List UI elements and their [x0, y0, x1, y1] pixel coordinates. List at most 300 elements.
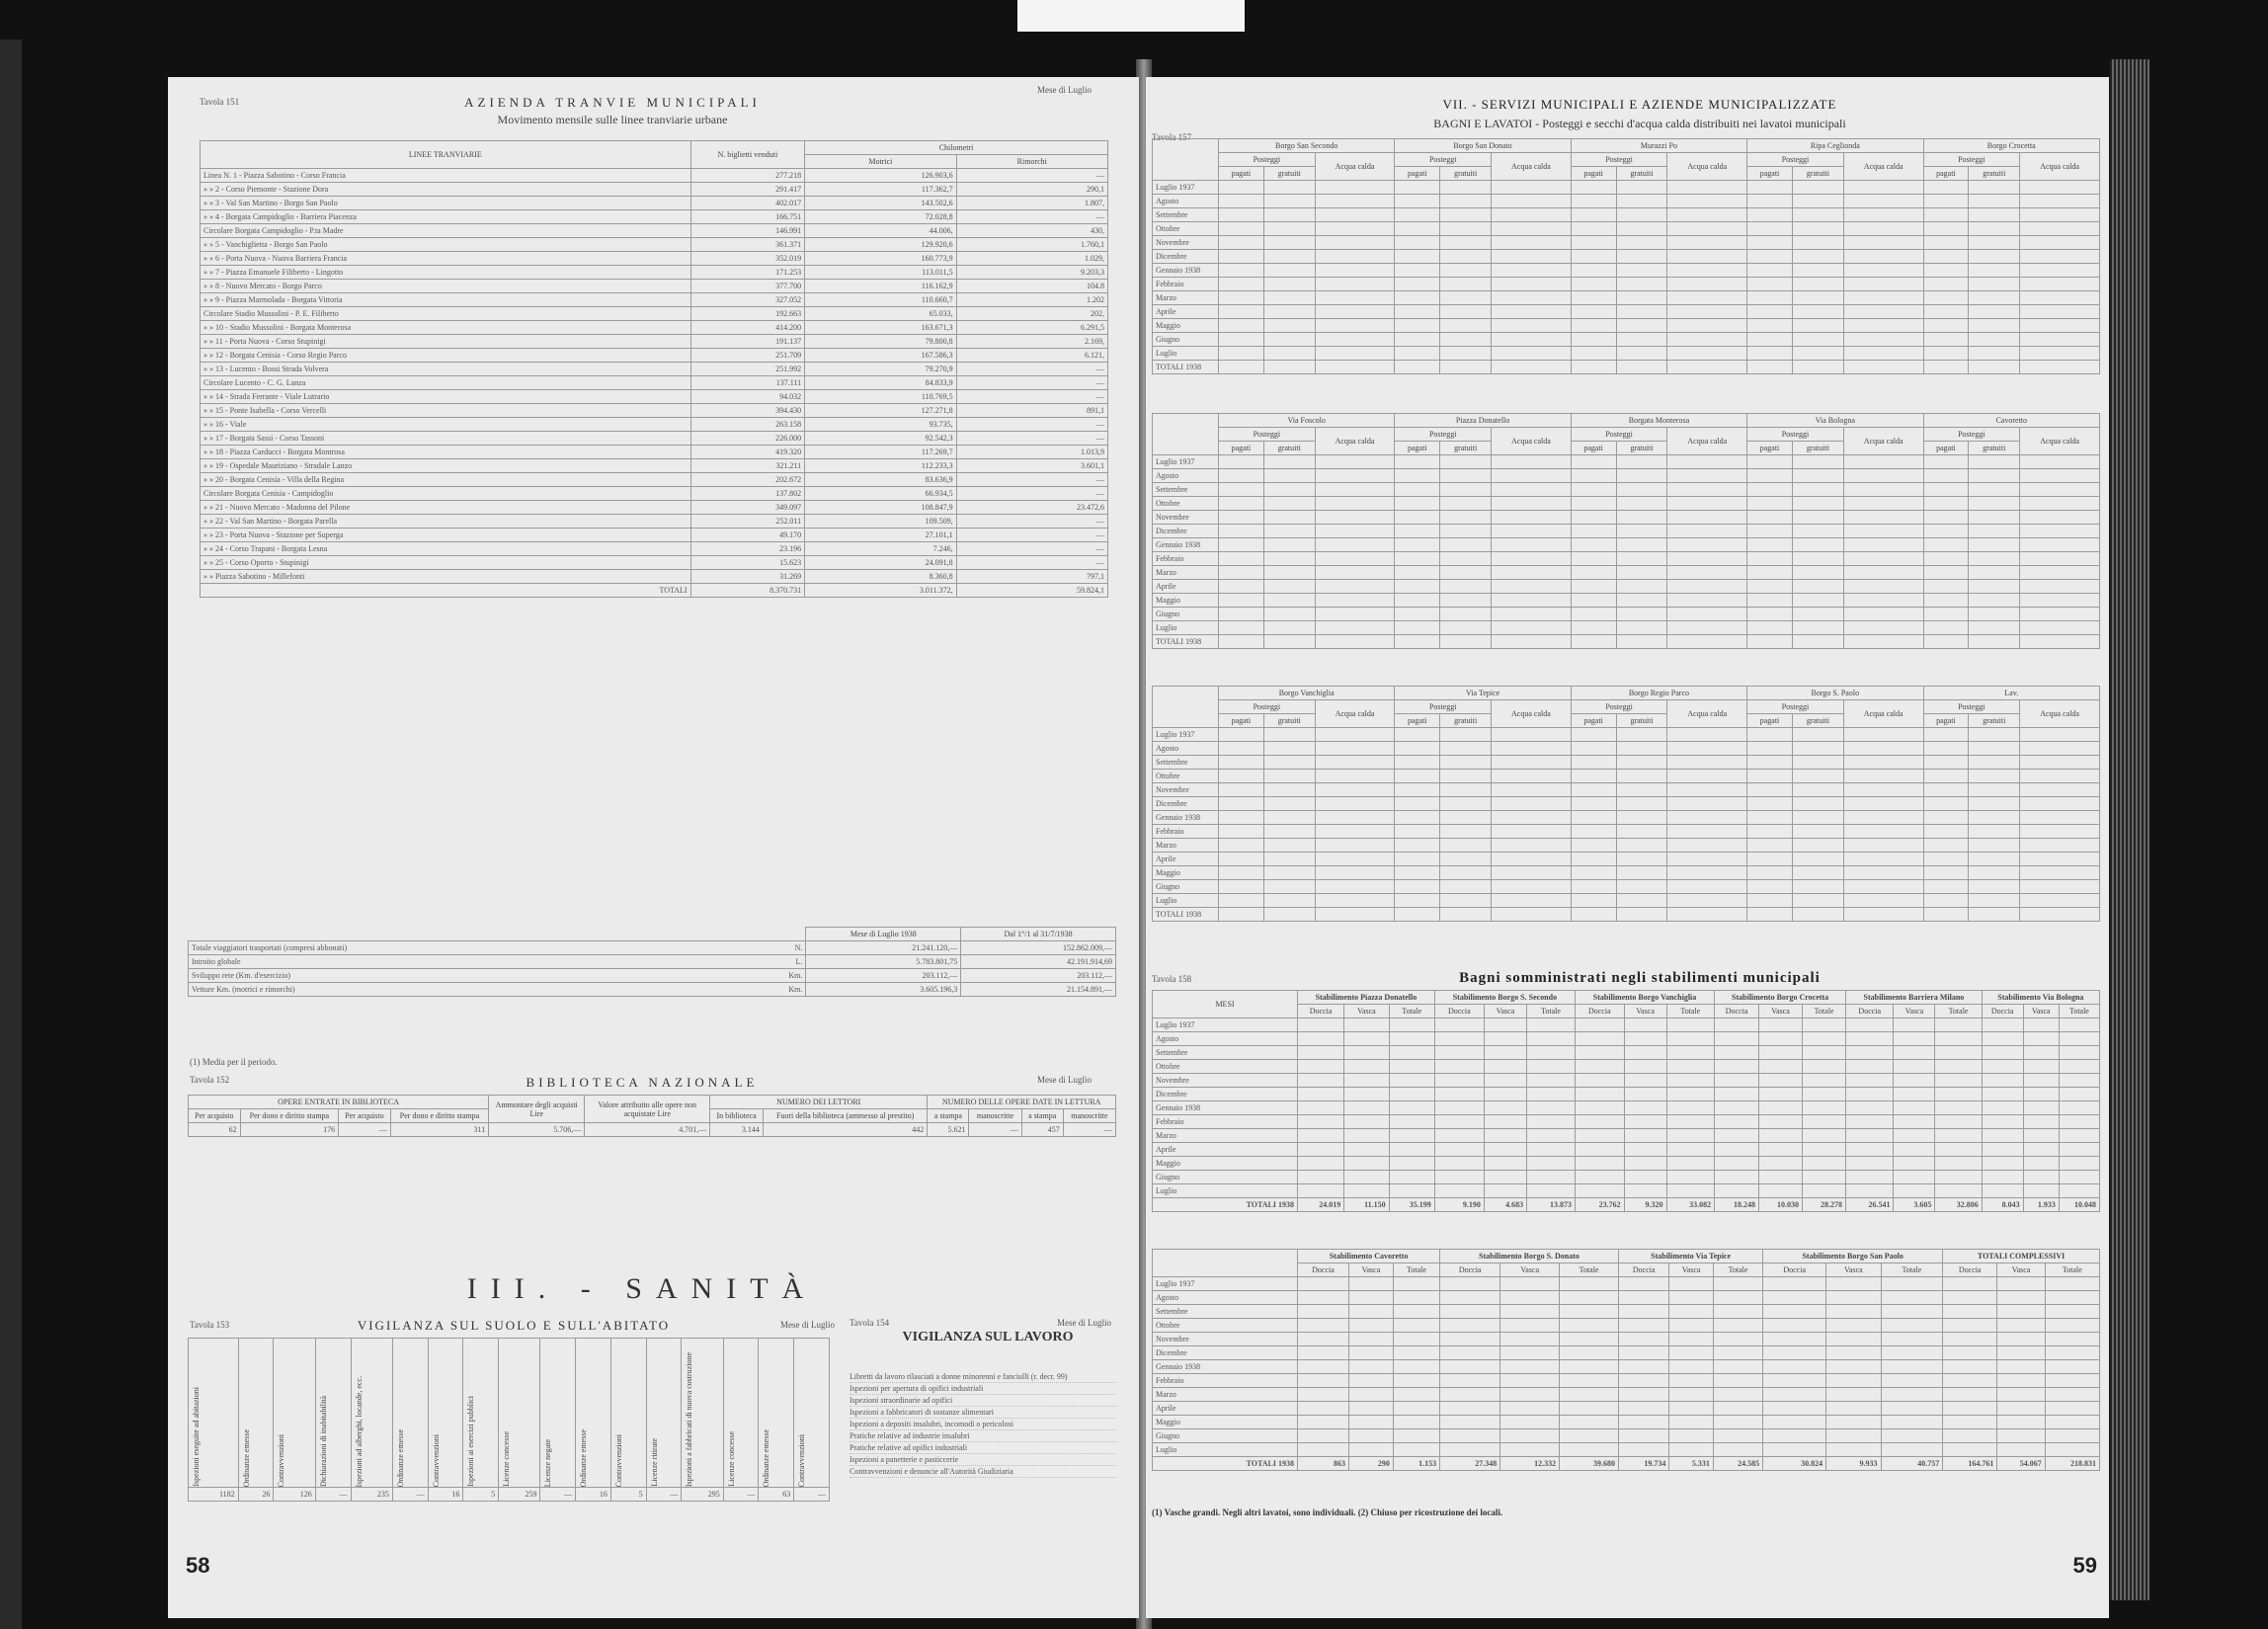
table-ref: Tavola 151 — [200, 97, 240, 107]
sub-col: Vasca — [1894, 1005, 1935, 1018]
line-tickets: 321.211 — [690, 459, 805, 473]
line-name: » » 19 - Ospedale Mauriziano - Stradale Lanzo — [201, 459, 691, 473]
vig-col-label: Contravvenzioni — [613, 1433, 623, 1487]
totals-row — [1153, 908, 2100, 922]
line-tickets: 394.430 — [690, 404, 805, 418]
lavatoio-name: Borgo S. Paolo — [1747, 687, 1923, 700]
total-value: 9.933 — [1826, 1457, 1881, 1471]
line-rimorchi: 3.601,1 — [956, 459, 1107, 473]
month-label: Aprile — [1153, 305, 1219, 319]
vig-col-label: Licenze ritirate — [649, 1438, 659, 1487]
line-name: » » 23 - Porta Nuova - Stazione per Superga — [201, 529, 691, 542]
col-pagati: pagati — [1571, 442, 1616, 455]
line-rimorchi: — — [956, 542, 1107, 556]
month-row — [1153, 608, 2100, 621]
biblio-h3: NUMERO DEI LETTORI — [710, 1096, 928, 1109]
col-pagati: pagati — [1219, 167, 1264, 181]
col-acqua: Acqua calda — [2020, 700, 2100, 728]
col-posteggi: Posteggi — [1395, 428, 1492, 442]
table-row — [201, 321, 1108, 335]
vig-col-head — [351, 1339, 392, 1488]
month-label: Giugno — [1153, 1171, 1298, 1184]
lav-month: Mese di Luglio — [1057, 1318, 1111, 1328]
total-value: 12.332 — [1500, 1457, 1560, 1471]
vig-value: 63 — [759, 1488, 794, 1502]
line-tickets: 349.097 — [690, 501, 805, 515]
line-name: » » 12 - Borgata Cenisia - Corso Regio Parco — [201, 349, 691, 363]
total-value: 8.043 — [1982, 1198, 2023, 1212]
line-motrici: 129.920,6 — [805, 238, 956, 252]
line-tickets: 327.052 — [690, 293, 805, 307]
col-gratuiti: gratuiti — [1616, 714, 1667, 728]
total-value: 3.605 — [1894, 1198, 1935, 1212]
month-row — [1153, 1157, 2100, 1171]
totals-row — [1153, 361, 2100, 374]
table-ref-right: Tavola 157 — [1152, 132, 1192, 142]
bagni-footnote: (1) Vasche grandi. Negli altri lavatoi, sono individuali. (2) Chiuso per ricostruzione dei locali. — [1152, 1507, 1503, 1517]
month-label: Marzo — [1153, 291, 1219, 305]
table-subtitle: Movimento mensile sulle linee tranviarie urbane — [497, 113, 728, 126]
line-rimorchi: 6.121, — [956, 349, 1107, 363]
month-label: Luglio — [1153, 621, 1219, 635]
total-value: 1.153 — [1393, 1457, 1439, 1471]
month-label: Mese di Luglio — [1037, 85, 1092, 95]
month-row — [1153, 538, 2100, 552]
sub-col: Vasca — [1624, 1005, 1666, 1018]
summary-row — [189, 983, 1116, 997]
month-label: Marzo — [1153, 566, 1219, 580]
line-motrici: 92.542,3 — [805, 432, 956, 446]
bagni-table-2 — [1152, 1249, 2100, 1471]
table-row — [201, 404, 1108, 418]
month-label: Dicembre — [1153, 1346, 1298, 1360]
month-row — [1153, 621, 2100, 635]
sub-col: Vasca — [1997, 1263, 2045, 1277]
table-row — [201, 446, 1108, 459]
line-rimorchi: 1.013,9 — [956, 446, 1107, 459]
table-row — [201, 349, 1108, 363]
line-motrici: 126.903,6 — [805, 169, 956, 183]
sub-col: Totale — [2045, 1263, 2099, 1277]
month-label: Gennaio 1938 — [1153, 1101, 1298, 1115]
month-label: Dicembre — [1153, 797, 1219, 811]
month-label: Maggio — [1153, 1157, 1298, 1171]
month-row — [1153, 1129, 2100, 1143]
month-row — [1153, 1074, 2100, 1088]
month-label: Gennaio 1938 — [1153, 1360, 1298, 1374]
total-value: 9.190 — [1434, 1198, 1484, 1212]
biblio-month: Mese di Luglio — [1037, 1075, 1092, 1085]
line-motrici: 117.362,7 — [805, 183, 956, 197]
month-row — [1153, 1032, 2100, 1046]
month-row — [1153, 511, 2100, 525]
line-tickets: 361.371 — [690, 238, 805, 252]
line-tickets: 291.417 — [690, 183, 805, 197]
month-row — [1153, 770, 2100, 783]
month-row — [1153, 742, 2100, 756]
page-number-left: 58 — [186, 1553, 210, 1578]
lav-item: Ispezioni a fabbricatori di sostanze alimentari — [850, 1407, 1116, 1419]
total-value: 39.680 — [1560, 1457, 1619, 1471]
sub-col: Vasca — [1484, 1005, 1526, 1018]
vig-col-label: Ispezioni eseguite ad abitazioni — [192, 1387, 201, 1487]
month-row — [1153, 222, 2100, 236]
biblio-value: 457 — [1021, 1123, 1063, 1137]
table-row — [201, 266, 1108, 280]
vig-col-head — [759, 1339, 794, 1488]
sub-col: Doccia — [1440, 1263, 1500, 1277]
line-name: » » 10 - Stadio Mussolini - Borgata Monterosa — [201, 321, 691, 335]
line-motrici: 8.360,8 — [805, 570, 956, 584]
month-label: Aprile — [1153, 853, 1219, 866]
vig-value: 126 — [274, 1488, 315, 1502]
month-label: Novembre — [1153, 1074, 1298, 1088]
vig-col-head — [610, 1339, 646, 1488]
line-tickets: 414.200 — [690, 321, 805, 335]
col-posteggi: Posteggi — [1747, 153, 1844, 167]
month-label: Giugno — [1153, 880, 1219, 894]
month-row — [1153, 1402, 2100, 1416]
month-label: Marzo — [1153, 1129, 1298, 1143]
sub-col: Doccia — [1619, 1263, 1669, 1277]
line-motrici: 93.735, — [805, 418, 956, 432]
line-rimorchi: 6.291,5 — [956, 321, 1107, 335]
line-name: » » 4 - Borgata Campidoglio - Barriera Piacenza — [201, 210, 691, 224]
line-tickets: 192.663 — [690, 307, 805, 321]
vigilanza-table — [188, 1338, 830, 1502]
month-row — [1153, 1115, 2100, 1129]
biblio-value: 3.144 — [710, 1123, 764, 1137]
month-label: Luglio 1937 — [1153, 181, 1219, 195]
summary-head-month: Mese di Luglio 1938 — [806, 928, 961, 941]
summary-month: 21.241.120,— — [806, 941, 961, 955]
month-label: Novembre — [1153, 1333, 1298, 1346]
sub-col: Totale — [1713, 1263, 1762, 1277]
table-row — [201, 183, 1108, 197]
col-acqua: Acqua calda — [1315, 428, 1395, 455]
total-value: 10.030 — [1759, 1198, 1803, 1212]
biblio-value: 4.701,— — [585, 1123, 710, 1137]
month-label: Luglio — [1153, 894, 1219, 908]
line-name: » » 7 - Piazza Emanuele Filiberto - Lingotto — [201, 266, 691, 280]
right-page — [1146, 77, 2109, 1618]
sub-col: Totale — [1803, 1005, 1846, 1018]
month-label: Agosto — [1153, 1291, 1298, 1305]
month-row — [1153, 1333, 2100, 1346]
line-name: Circolare Borgata Campidoglio - P.ta Madre — [201, 224, 691, 238]
month-row — [1153, 1060, 2100, 1074]
month-row — [1153, 1429, 2100, 1443]
section-title: BAGNI E LAVATOI - Posteggi e secchi d'acqua calda distribuiti nei lavatoi municipali — [1433, 117, 1846, 130]
col-rimorchi: Rimorchi — [956, 155, 1107, 169]
month-row — [1153, 181, 2100, 195]
col-pagati: pagati — [1219, 714, 1264, 728]
vig-col-label: Ordinanze emesse — [579, 1428, 589, 1487]
stabilimento-name: Stabilimento Borgo S. Secondo — [1434, 991, 1575, 1005]
col-acqua: Acqua calda — [1667, 428, 1747, 455]
col-gratuiti: gratuiti — [1616, 442, 1667, 455]
table-row — [201, 169, 1108, 183]
biblio-subhead: Per dono e diritto stampa — [390, 1109, 488, 1123]
biblio-value: 311 — [390, 1123, 488, 1137]
line-rimorchi: — — [956, 390, 1107, 404]
month-row — [1153, 1305, 2100, 1319]
month-row — [1153, 1018, 2100, 1032]
summary-unit: Km. — [788, 985, 803, 994]
total-value: 19.734 — [1619, 1457, 1669, 1471]
line-rimorchi: — — [956, 432, 1107, 446]
table-row — [201, 238, 1108, 252]
line-tickets: 23.196 — [690, 542, 805, 556]
lavatoio-name: Via Bologna — [1747, 414, 1923, 428]
total-value: 32.806 — [1935, 1198, 1982, 1212]
month-label: Settembre — [1153, 756, 1219, 770]
total-value: 218.831 — [2045, 1457, 2099, 1471]
line-motrici: 65.033, — [805, 307, 956, 321]
line-rimorchi: 891,1 — [956, 404, 1107, 418]
month-row — [1153, 250, 2100, 264]
totals-rimorchi: 59.824,1 — [956, 584, 1107, 598]
table-row — [201, 293, 1108, 307]
line-name: Circolare Stadio Mussolini - P. E. Filiberto — [201, 307, 691, 321]
table-row — [201, 280, 1108, 293]
month-label: Ottobre — [1153, 497, 1219, 511]
line-motrici: 84.833,9 — [805, 376, 956, 390]
col-posteggi: Posteggi — [1395, 700, 1492, 714]
vig-col-head — [274, 1339, 315, 1488]
month-row — [1153, 264, 2100, 278]
total-value: 10.048 — [2059, 1198, 2099, 1212]
line-motrici: 116.162,9 — [805, 280, 956, 293]
sub-col: Doccia — [1434, 1005, 1484, 1018]
vig-col-head — [315, 1339, 351, 1488]
month-row — [1153, 236, 2100, 250]
sub-col: Vasca — [2023, 1005, 2059, 1018]
line-tickets: 352.019 — [690, 252, 805, 266]
month-row — [1153, 305, 2100, 319]
col-posteggi: Posteggi — [1747, 428, 1844, 442]
line-name: » » 5 - Vanchiglietta - Borgo San Paolo — [201, 238, 691, 252]
line-rimorchi: — — [956, 487, 1107, 501]
totals-label: TOTALI 1938 — [1153, 635, 1219, 649]
month-row — [1153, 839, 2100, 853]
vig-value: — — [540, 1488, 576, 1502]
vig-value: 1182 — [189, 1488, 239, 1502]
month-row — [1153, 1277, 2100, 1291]
sub-col: Vasca — [1500, 1263, 1560, 1277]
vig-value: — — [646, 1488, 682, 1502]
totals-row — [1153, 635, 2100, 649]
lavatoio-name: Murazzi Po — [1571, 139, 1746, 153]
line-rimorchi: — — [956, 210, 1107, 224]
line-motrici: 167.586,3 — [805, 349, 956, 363]
line-name: » » 2 - Corso Piemonte - Stazione Dora — [201, 183, 691, 197]
totals-label: TOTALI — [201, 584, 691, 598]
sub-col: Doccia — [1763, 1263, 1826, 1277]
line-motrici: 110.769,5 — [805, 390, 956, 404]
summary-month: 203.112,— — [806, 969, 961, 983]
table-row — [201, 501, 1108, 515]
sub-col: Vasca — [1826, 1263, 1881, 1277]
totals-tickets: 8.370.731 — [690, 584, 805, 598]
col-acqua: Acqua calda — [1667, 700, 1747, 728]
lav-item: Ispezioni per apertura di opifici industriali — [850, 1383, 1116, 1395]
stabilimento-name: TOTALI COMPLESSIVI — [1943, 1250, 2100, 1263]
tram-summary-table — [188, 927, 1116, 997]
total-value: 27.348 — [1440, 1457, 1500, 1471]
line-name: » » 13 - Lucento - Bossi Strada Volvera — [201, 363, 691, 376]
summary-head-period: Dal 1°/1 al 31/7/1938 — [961, 928, 1116, 941]
summary-period: 203.112,— — [961, 969, 1116, 983]
table-title: AZIENDA TRANVIE MUNICIPALI — [464, 95, 761, 110]
col-posteggi: Posteggi — [1923, 428, 2020, 442]
vig-value: 16 — [576, 1488, 611, 1502]
month-row — [1153, 1319, 2100, 1333]
month-row — [1153, 483, 2100, 497]
line-motrici: 79.270,9 — [805, 363, 956, 376]
line-rimorchi: — — [956, 169, 1107, 183]
col-gratuiti: gratuiti — [1616, 167, 1667, 181]
lavatoio-name: Borgo Crocetta — [1923, 139, 2100, 153]
col-gratuiti: gratuiti — [1969, 167, 2020, 181]
month-row — [1153, 195, 2100, 208]
month-row — [1153, 291, 2100, 305]
biblio-subhead: a stampa — [1021, 1109, 1063, 1123]
month-label: Luglio 1937 — [1153, 455, 1219, 469]
line-tickets: 31.269 — [690, 570, 805, 584]
lavatoio-name: Borgo Vanchiglia — [1219, 687, 1395, 700]
total-value: 11.150 — [1344, 1198, 1389, 1212]
vig-col-label: Ordinanze emesse — [762, 1428, 771, 1487]
month-row — [1153, 1046, 2100, 1060]
total-value: 35.199 — [1389, 1198, 1434, 1212]
chapter-title: VII. - SERVIZI MUNICIPALI E AZIENDE MUNICIPALIZZATE — [1442, 97, 1837, 112]
sub-col: Totale — [1666, 1005, 1715, 1018]
line-name: » » 6 - Porta Nuova - Nuova Barriera Francia — [201, 252, 691, 266]
summary-row — [189, 955, 1116, 969]
lav-item: Ispezioni a panetterie e pasticcerie — [850, 1454, 1116, 1466]
vig-col-head — [646, 1339, 682, 1488]
total-value: 1.933 — [2023, 1198, 2059, 1212]
month-label: Luglio 1937 — [1153, 728, 1219, 742]
line-motrici: 112.233,3 — [805, 459, 956, 473]
biblio-subhead: Per acquisto — [189, 1109, 241, 1123]
col-pagati: pagati — [1923, 442, 1969, 455]
month-label: Aprile — [1153, 1402, 1298, 1416]
vig-value: 5 — [463, 1488, 499, 1502]
line-motrici: 113.011,5 — [805, 266, 956, 280]
totals-row — [1153, 1457, 2100, 1471]
bagni-title: Bagni somministrati negli stabilimenti municipali — [1459, 970, 1821, 986]
table-row — [201, 542, 1108, 556]
month-label: Novembre — [1153, 783, 1219, 797]
total-value: 26.541 — [1846, 1198, 1894, 1212]
biblio-value: — — [1063, 1123, 1115, 1137]
table-row — [201, 556, 1108, 570]
summary-row — [189, 969, 1116, 983]
vig-col-head — [499, 1339, 540, 1488]
line-name: » » 8 - Nuovo Mercato - Borgo Parco — [201, 280, 691, 293]
month-label: Marzo — [1153, 1388, 1298, 1402]
month-row — [1153, 1346, 2100, 1360]
month-label: Maggio — [1153, 319, 1219, 333]
line-tickets: 191.137 — [690, 335, 805, 349]
table-row — [201, 197, 1108, 210]
lavatoi-table — [1152, 138, 2100, 374]
line-name: Linea N. 1 - Piazza Sabotino - Corso Francia — [201, 169, 691, 183]
col-pagati: pagati — [1923, 714, 1969, 728]
sub-col: Totale — [1393, 1263, 1439, 1277]
lav-item: Contravvenzioni e denuncie all'Autorità Giudiziaria — [850, 1466, 1116, 1478]
line-rimorchi: — — [956, 473, 1107, 487]
line-motrici: 163.671,3 — [805, 321, 956, 335]
line-motrici: 160.773,9 — [805, 252, 956, 266]
line-tickets: 251.709 — [690, 349, 805, 363]
line-tickets: 137.111 — [690, 376, 805, 390]
vig-col-head — [189, 1339, 239, 1488]
line-name: » » 21 - Nuovo Mercato - Madonna del Pilone — [201, 501, 691, 515]
line-tickets: 226.000 — [690, 432, 805, 446]
month-label: Gennaio 1938 — [1153, 811, 1219, 825]
month-row — [1153, 1143, 2100, 1157]
col-posteggi: Posteggi — [1219, 428, 1316, 442]
biblio-subhead: a stampa — [928, 1109, 969, 1123]
vig-value: 295 — [682, 1488, 723, 1502]
line-name: » » 17 - Borgata Sassi - Corso Tassoni — [201, 432, 691, 446]
col-mesi: MESI — [1153, 991, 1298, 1018]
summary-month: 5.783.801,75 — [806, 955, 961, 969]
month-label: Gennaio 1938 — [1153, 538, 1219, 552]
sub-col: Doccia — [1715, 1005, 1759, 1018]
col-acqua: Acqua calda — [1315, 153, 1395, 181]
stabilimento-name: Stabilimento Borgo Vanchiglia — [1575, 991, 1714, 1005]
total-value: 863 — [1298, 1457, 1349, 1471]
line-name: » » 14 - Strada Ferrante - Viale Lutrario — [201, 390, 691, 404]
total-value: 5.331 — [1669, 1457, 1713, 1471]
lavatoio-name: Ripa Ceglionda — [1747, 139, 1923, 153]
table-row — [201, 224, 1108, 238]
col-pagati: pagati — [1395, 714, 1440, 728]
vig-value: 235 — [351, 1488, 392, 1502]
line-tickets: 49.170 — [690, 529, 805, 542]
lavatoio-name: Borgo San Donato — [1395, 139, 1571, 153]
vig-col-head — [576, 1339, 611, 1488]
col-gratuiti: gratuiti — [1263, 442, 1315, 455]
stabilimento-name: Stabilimento Borgo Crocetta — [1715, 991, 1846, 1005]
total-value: 18.248 — [1715, 1198, 1759, 1212]
total-value: 28.278 — [1803, 1198, 1846, 1212]
month-label: Luglio — [1153, 1443, 1298, 1457]
sub-col: Totale — [1560, 1263, 1619, 1277]
sub-col: Doccia — [1298, 1005, 1344, 1018]
biblio-subhead: manoscritte — [969, 1109, 1021, 1123]
vig-value: 16 — [428, 1488, 463, 1502]
month-row — [1153, 566, 2100, 580]
line-rimorchi: — — [956, 556, 1107, 570]
vig-value: — — [315, 1488, 351, 1502]
vig-value: 259 — [499, 1488, 540, 1502]
col-acqua: Acqua calda — [2020, 428, 2100, 455]
month-label: Luglio 1937 — [1153, 1277, 1298, 1291]
month-row — [1153, 319, 2100, 333]
month-label: Giugno — [1153, 608, 1219, 621]
month-label: Ottobre — [1153, 222, 1219, 236]
month-row — [1153, 1374, 2100, 1388]
line-tickets: 419.320 — [690, 446, 805, 459]
vig-col-head — [723, 1339, 759, 1488]
stabilimento-name: Stabilimento Via Bologna — [1982, 991, 2099, 1005]
line-tickets: 94.032 — [690, 390, 805, 404]
